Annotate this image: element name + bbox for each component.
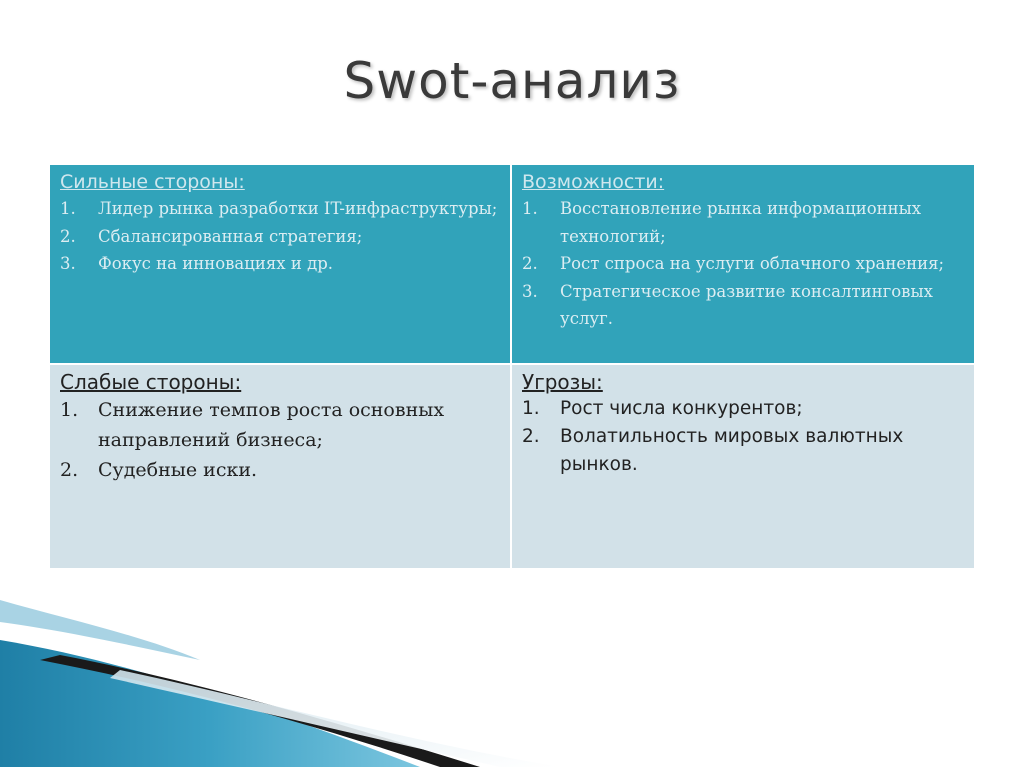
strengths-heading: Сильные стороны: bbox=[60, 171, 245, 193]
strengths-cell bbox=[50, 165, 512, 365]
threats-list bbox=[522, 395, 966, 479]
list-item: 1. Снижение темпов роста основных направлений бизнеса; bbox=[60, 399, 445, 451]
slide-title: Swot-анализ bbox=[343, 52, 681, 110]
list-item: 2. Волатильность мировых валютных рынков. bbox=[522, 426, 904, 475]
list-item: 2. Судебные иски. bbox=[60, 459, 258, 481]
list-item: 1. Восстановление рынка информационных технологий; bbox=[522, 199, 922, 246]
opportunities-heading: Возможности: bbox=[522, 171, 665, 193]
list-item: 1. Лидер рынка разработки IT-инфраструктуры; bbox=[60, 199, 498, 218]
decorative-swoosh bbox=[0, 600, 1024, 767]
opportunities-list bbox=[522, 195, 966, 333]
weaknesses-list bbox=[60, 395, 502, 485]
threats-cell bbox=[512, 365, 974, 568]
weaknesses-heading: Слабые стороны: bbox=[60, 370, 242, 394]
opportunities-cell bbox=[512, 165, 974, 365]
list-item: 3. Фокус на инновациях и др. bbox=[60, 254, 334, 273]
list-item: 2. Рост спроса на услуги облачного хранения; bbox=[522, 254, 945, 273]
list-item: 1. Рост числа конкурентов; bbox=[522, 398, 803, 419]
weaknesses-cell bbox=[50, 365, 512, 568]
list-item: 3. Стратегическое развитие консалтинговых услуг. bbox=[522, 281, 933, 328]
threats-heading: Угрозы: bbox=[522, 370, 603, 394]
list-item: 2. Сбалансированная стратегия; bbox=[60, 226, 363, 246]
strengths-list bbox=[60, 195, 502, 278]
swot-table bbox=[50, 165, 974, 568]
